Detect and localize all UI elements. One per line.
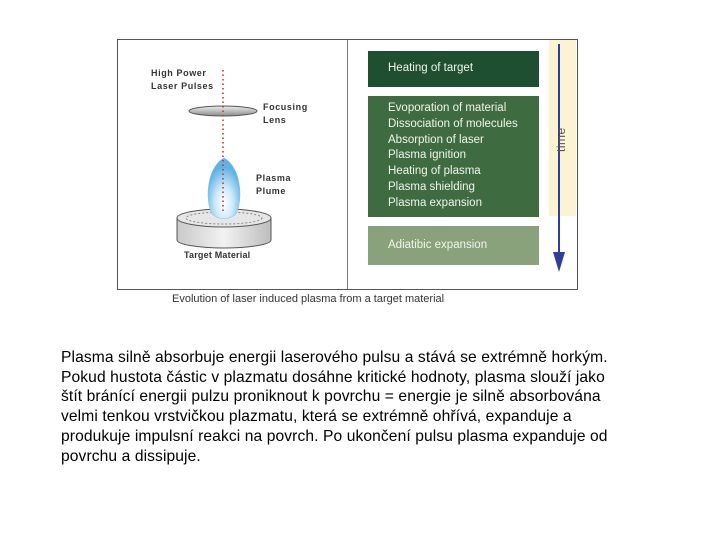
stage-adiabatic-box bbox=[368, 226, 539, 265]
laser-label-line-2: Laser Pulses bbox=[151, 81, 214, 91]
plasma-plume-label bbox=[256, 172, 291, 198]
stage-item: Plasma ignition bbox=[388, 149, 466, 162]
stage-item: Absorption of laser bbox=[388, 133, 484, 146]
figure-caption: Evolution of laser induced plasma from a target material bbox=[172, 293, 445, 305]
lens-label-line-2: Lens bbox=[263, 115, 287, 125]
stage-heating-box bbox=[368, 51, 539, 87]
body-paragraph bbox=[61, 348, 701, 466]
laser-plasma-figure bbox=[117, 39, 578, 290]
stage-process-box bbox=[368, 96, 539, 217]
plume-label-line-1: Plasma bbox=[256, 173, 292, 183]
stage-adiabatic-text: Adiatibic expansion bbox=[388, 239, 488, 251]
plasma-plume bbox=[208, 158, 240, 219]
stage-item: Evoporation of material bbox=[388, 102, 507, 114]
stage-item: Heating of plasma bbox=[388, 165, 481, 178]
paragraph-line: štít bránící energii pulzu proniknout k povrchu = energie je silně absorbována bbox=[61, 388, 601, 406]
time-arrow-icon bbox=[549, 40, 576, 280]
laser-setup-illustration bbox=[118, 40, 347, 289]
target-material-label: Target Material bbox=[184, 250, 251, 260]
stage-heating-text: Heating of target bbox=[388, 62, 474, 74]
stage-item: Dissociation of molecules bbox=[388, 117, 518, 130]
paragraph-line: produkuje impulsní reakci na povrch. Po ukončení pulsu plasma expanduje od bbox=[61, 427, 608, 445]
paragraph-line: Pokud hustota částic v plazmatu dosáhne kritické hodnoty, plasma slouží jako bbox=[61, 368, 605, 386]
stage-item: Plasma expansion bbox=[388, 196, 482, 209]
paragraph-line: Plasma silně absorbuje energii laserového pulsu a stává se extrémně horkým. bbox=[61, 349, 608, 366]
focusing-lens-label bbox=[263, 101, 308, 127]
time-axis-label: time bbox=[554, 127, 568, 152]
paragraph-line: velmi tenkou vrstvičkou plazmatu, která se extrémně ohřívá, expanduje a bbox=[61, 408, 572, 426]
plume-label-line-2: Plume bbox=[256, 186, 287, 196]
paragraph-line: povrchu a dissipuje. bbox=[61, 447, 201, 465]
laser-label-line-1: High Power bbox=[151, 68, 207, 78]
lens-label-line-1: Focusing bbox=[263, 102, 308, 112]
laser-pulses-label bbox=[151, 67, 214, 93]
panel-divider bbox=[347, 40, 348, 289]
stage-item: Plasma shielding bbox=[388, 180, 475, 193]
